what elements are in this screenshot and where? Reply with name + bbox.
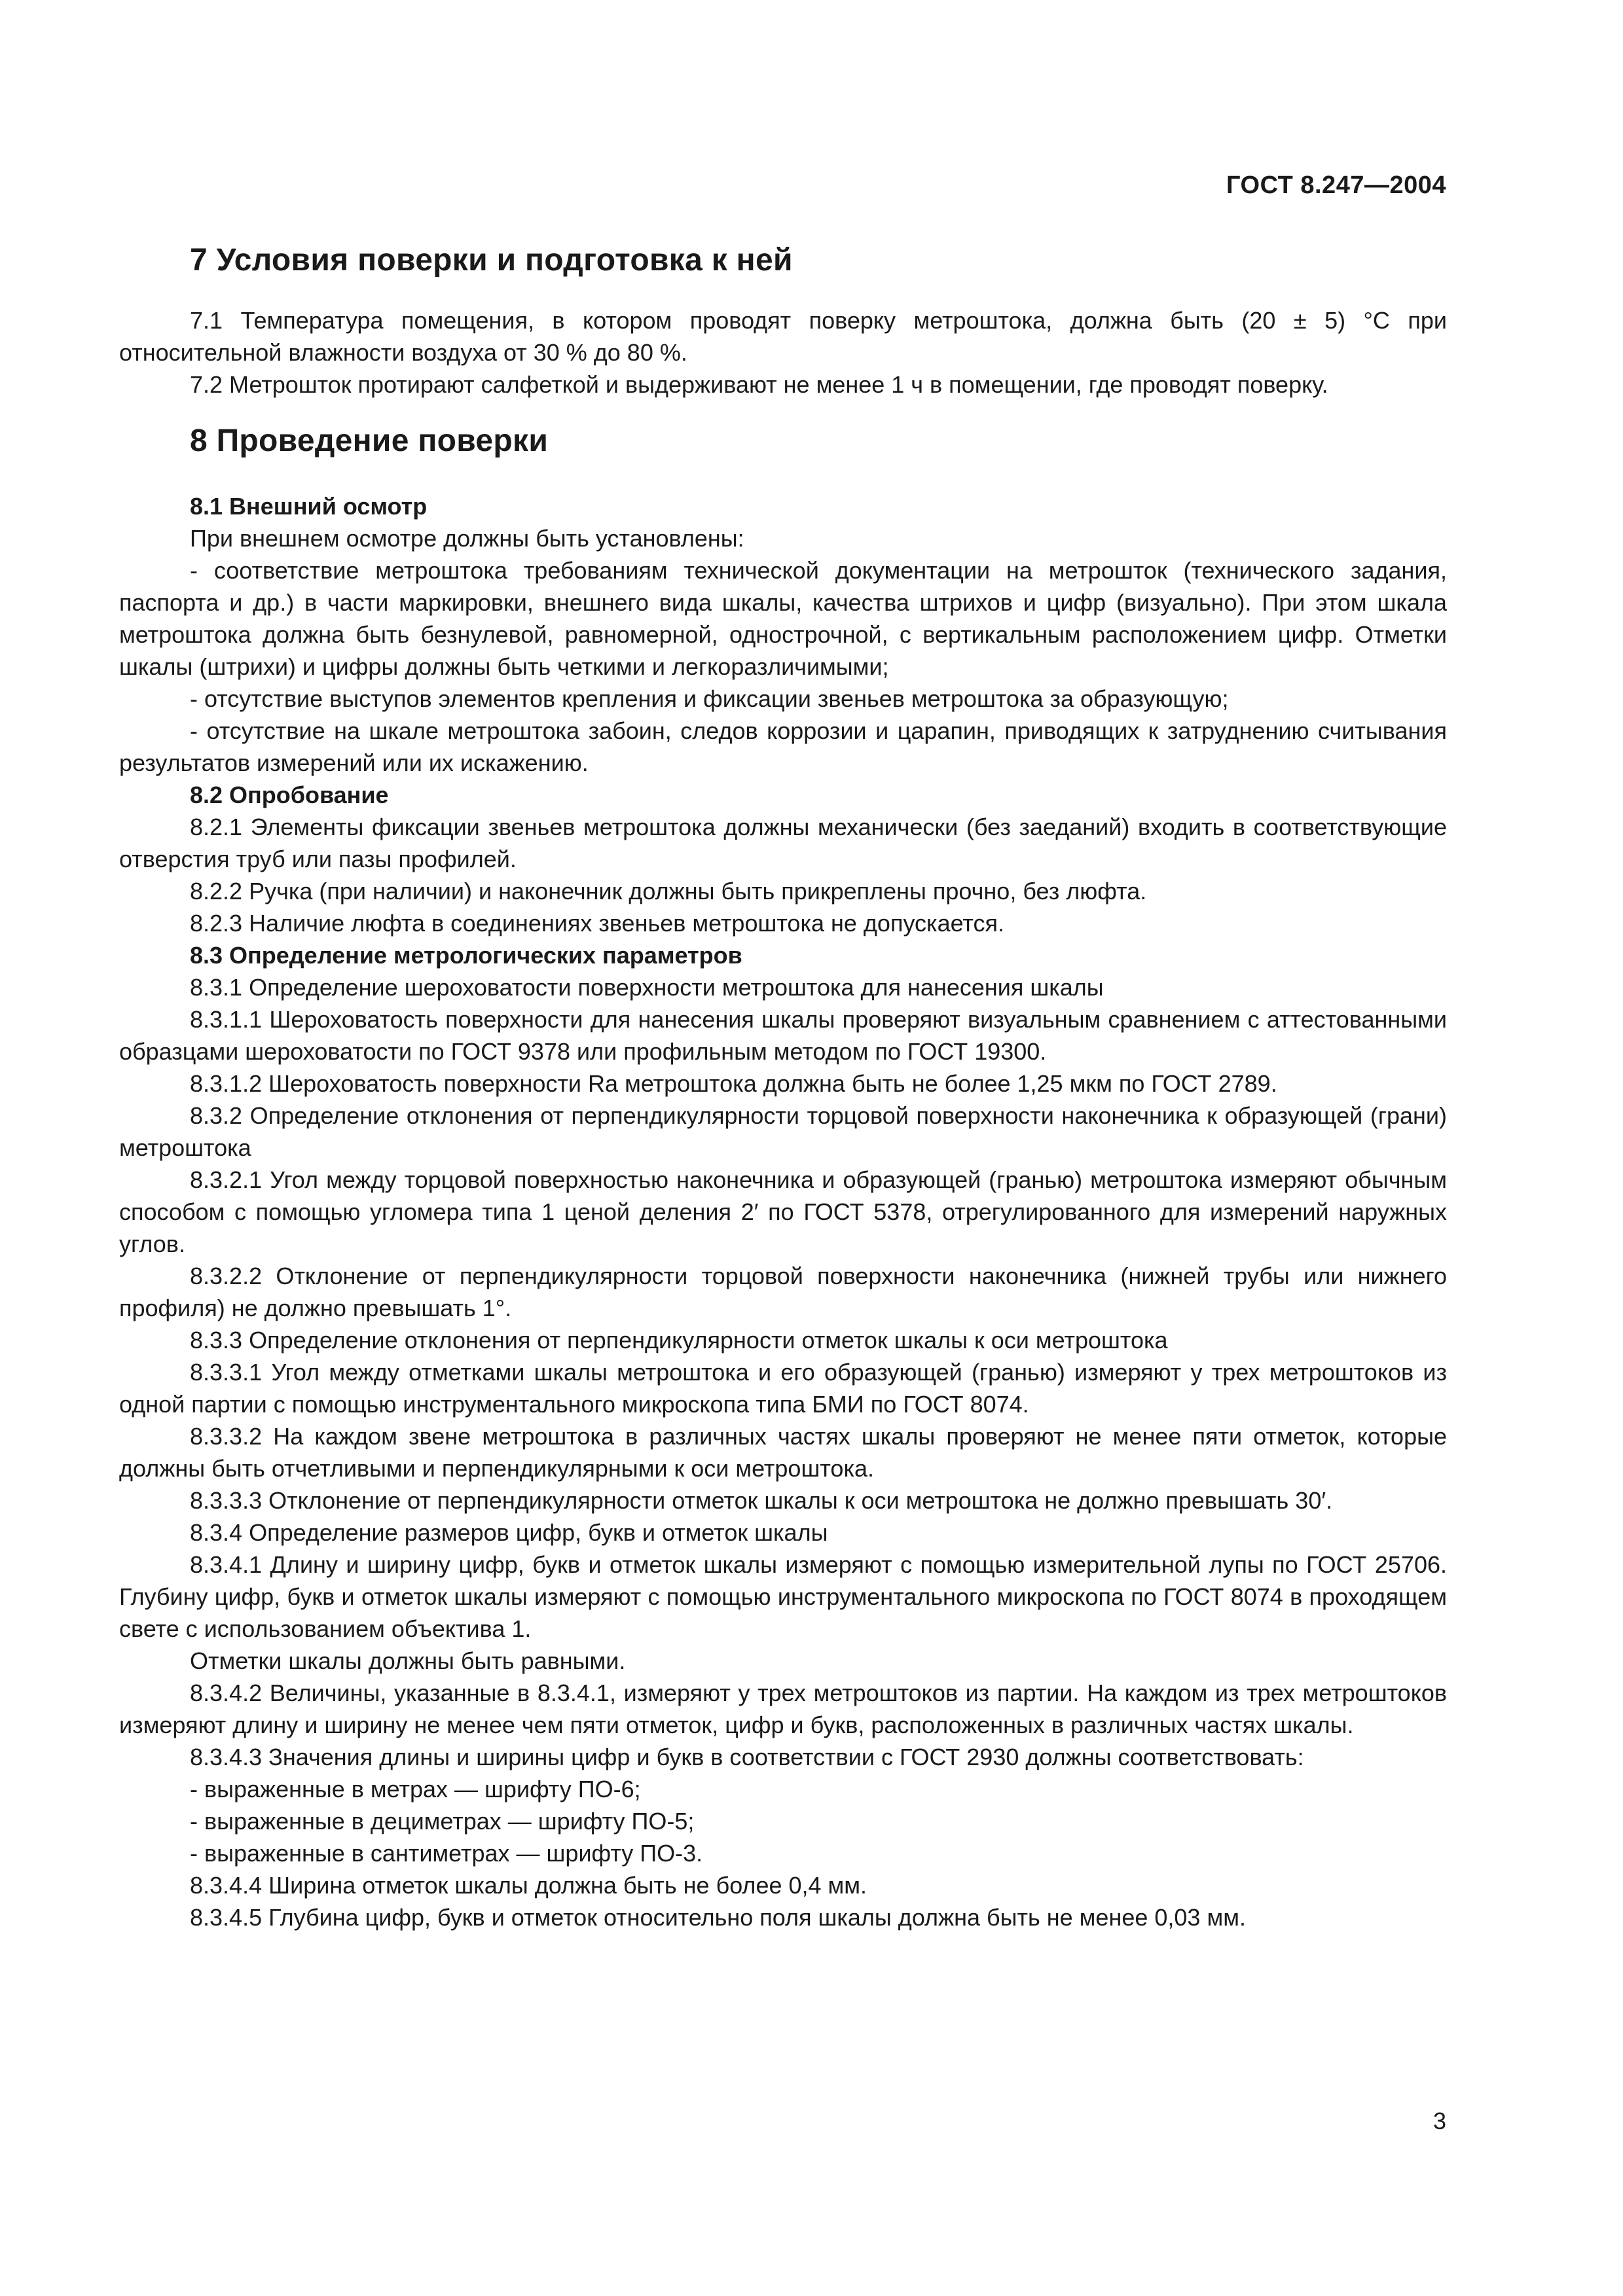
subsection-8-3-title: 8.3 Определение метрологических параметров [190,942,742,969]
paragraph: 8.2.2 Ручка (при наличии) и наконечник должны быть прикреплены прочно, без люфта. [190,878,1147,905]
paragraph: Отметки шкалы должны быть равными. [190,1647,626,1674]
paragraph: 8.3.4 Определение размеров цифр, букв и отметок шкалы [190,1519,828,1546]
list-item: - выраженные в дециметрах — шрифту ПО-5; [190,1808,695,1835]
page-number: 3 [1432,2108,1446,2134]
paragraph: При внешнем осмотре должны быть установлены: [190,525,744,552]
paragraph: 8.3.4.3 Значения длины и ширины цифр и букв в соответствии с ГОСТ 2930 должны соответствовать: [190,1744,1304,1770]
list-item: - выраженные в сантиметрах — шрифту ПО-3. [190,1840,703,1867]
paragraph: 8.3.4.4 Ширина отметок шкалы должна быть не более 0,4 мм. [190,1872,867,1899]
paragraph-7-1: 7.1 Температура помещения, в котором проводят поверку метроштока, должна быть (20 ± 5) °С при относительной влажности воздуха от 30 % до 80 %. [119,307,1447,366]
paragraph: 8.3.3 Определение отклонения от перпендикулярности отметок шкалы к оси метроштока [190,1327,1168,1354]
list-item: - отсутствие на шкале метроштока забоин, следов коррозии и царапин, приводящих к затруднению считывания результатов измерений или их искажению. [119,717,1447,776]
paragraph: 8.3.4.5 Глубина цифр, букв и отметок относительно поля шкалы должна быть не менее 0,03 мм. [190,1904,1246,1931]
paragraph: 8.3.2.1 Угол между торцовой поверхностью наконечника и образующей (гранью) метроштока измеряют обычным способом с помощью угломера типа 1 ценой деления 2′ по ГОСТ 5378, отрегулированного для измерений наружных углов. [119,1166,1447,1257]
paragraph: 8.2.3 Наличие люфта в соединениях звеньев метроштока не допускается. [190,910,1005,937]
document-header-code: ГОСТ 8.247—2004 [1226,171,1446,199]
paragraph: 8.3.4.2 Величины, указанные в 8.3.4.1, измеряют у трех метроштоков из партии. На каждом из трех метроштоков измеряют длину и ширину не менее чем пяти отметок, цифр и букв, расположенных в различных частях шкалы. [119,1679,1447,1738]
list-item: - выраженные в метрах — шрифту ПО-6; [190,1776,641,1803]
section-7-title: 7 Условия поверки и подготовка к ней [190,243,793,278]
paragraph: 8.2.1 Элементы фиксации звеньев метроштока должны механически (без заеданий) входить в соответствующие отверстия труб или пазы профилей. [119,814,1447,872]
paragraph: 8.3.1.2 Шероховатость поверхности Ra метроштока должна быть не более 1,25 мкм по ГОСТ 2789. [190,1070,1277,1097]
subsection-8-2-title: 8.2 Опробование [190,781,389,808]
list-item: - соответствие метроштока требованиям технической документации на метрошток (технического задания, паспорта и др.) в части маркировки, внешнего вида шкалы, качества штрихов и цифр (визуально). При этом шкала метроштока должна быть безнулевой, равномерной, однострочной, с вертикальным расположением цифр. Отметки шкалы (штрихи) и цифры должны быть четкими и легкоразличимыми; [119,557,1447,680]
paragraph: 8.3.3.2 На каждом звене метроштока в различных частях шкалы проверяют не менее пяти отметок, которые должны быть отчетливыми и перпендикулярными к оси метроштока. [119,1423,1447,1482]
paragraph: 8.3.4.1 Длину и ширину цифр, букв и отметок шкалы измеряют с помощью измерительной лупы по ГОСТ 25706. Глубину цифр, букв и отметок шкалы измеряют с помощью инструментального микроскопа по ГОСТ 8074 в проходящем свете с использованием объектива 1. [119,1551,1447,1642]
paragraph: 8.3.3.3 Отклонение от перпендикулярности отметок шкалы к оси метроштока не должно превышать 30′. [190,1487,1333,1514]
paragraph: 8.3.1 Определение шероховатости поверхности метроштока для нанесения шкалы [190,974,1104,1001]
document-body [119,230,1447,1933]
section-8-title: 8 Проведение поверки [190,423,549,458]
paragraph: 8.3.2 Определение отклонения от перпендикулярности торцовой поверхности наконечника к образующей (грани) метроштока [119,1102,1447,1161]
paragraph: 8.3.3.1 Угол между отметками шкалы метроштока и его образующей (гранью) измеряют у трех метроштоков из одной партии с помощью инструментального микроскопа типа БМИ по ГОСТ 8074. [119,1359,1447,1418]
paragraph: 8.3.1.1 Шероховатость поверхности для нанесения шкалы проверяют визуальным сравнением с аттестованными образцами шероховатости по ГОСТ 9378 или профильным методом по ГОСТ 19300. [119,1006,1447,1065]
subsection-8-1-title: 8.1 Внешний осмотр [190,493,428,520]
paragraph-7-2: 7.2 Метрошток протирают салфеткой и выдерживают не менее 1 ч в помещении, где проводят поверку. [190,371,1328,398]
paragraph: 8.3.2.2 Отклонение от перпендикулярности торцовой поверхности наконечника (нижней трубы или нижнего профиля) не должно превышать 1°. [119,1263,1447,1321]
list-item: - отсутствие выступов элементов крепления и фиксации звеньев метроштока за образующую; [190,685,1229,712]
